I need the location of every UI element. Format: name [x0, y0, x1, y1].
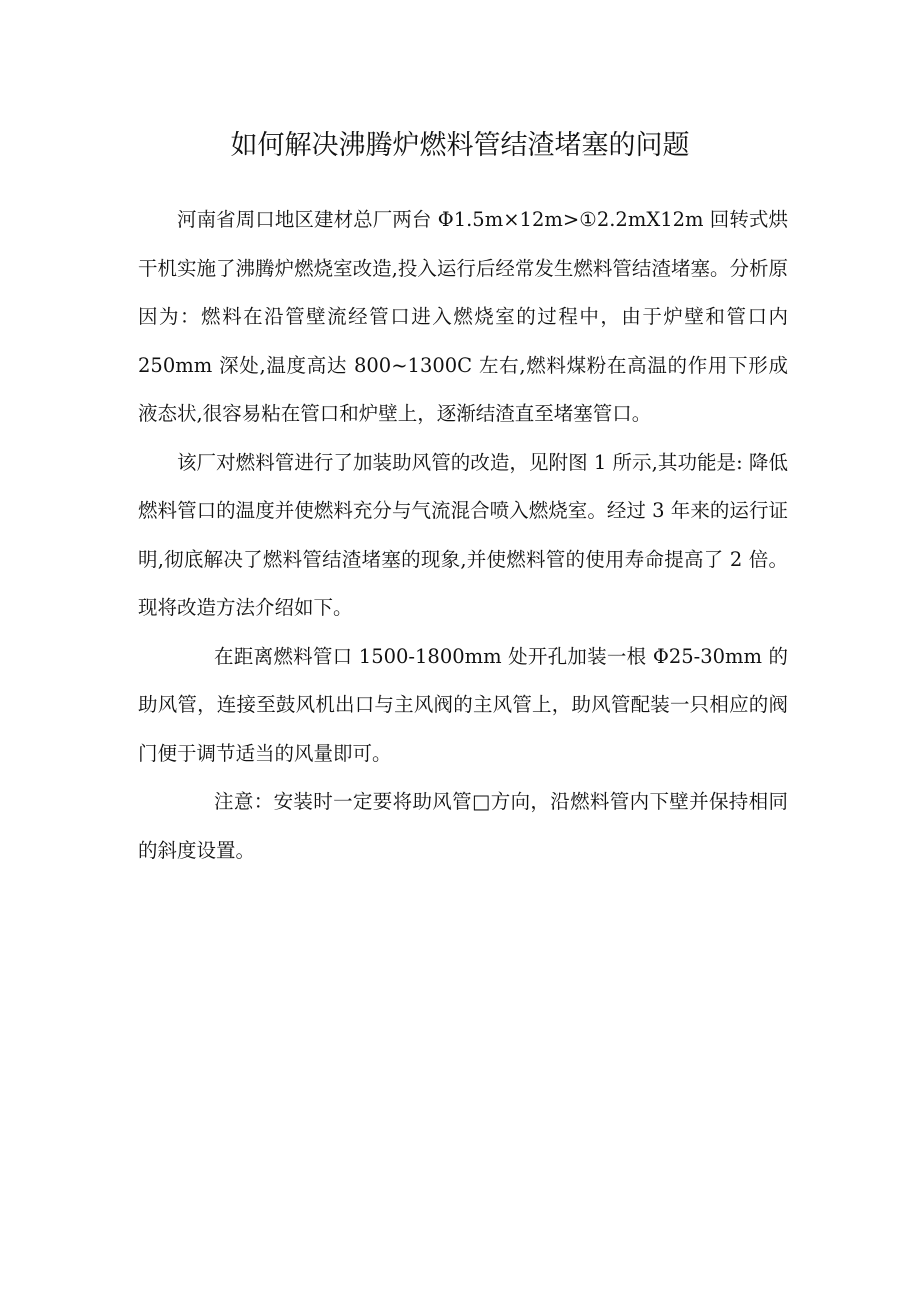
- document-body: [138, 196, 788, 875]
- paragraph-installation-note: 注意：安装时一定要将助风管□方向，沿燃料管内下壁并保持相同的斜度设置。: [138, 790, 788, 862]
- paragraph-retrofit-method: 在距离燃料管口 1500-1800mm 处开孔加装一根 Φ25-30mm 的助风管，连接至鼓风机出口与主风阀的主风管上，助风管配装一只相应的阀门便于调节适当的风量即可。: [138, 644, 788, 765]
- document-title: 如何解决沸腾炉燃料管结渣堵塞的问题: [230, 130, 690, 161]
- paragraph-retrofit-summary: 该厂对燃料管进行了加装助风管的改造，见附图 1 所示,其功能是: 降低燃料管口的温度并使燃料充分与气流混合喷入燃烧室。经过 3 年来的运行证明,彻底解决了燃料管结渣堵塞的现象,并使燃料管的使用寿命提高了 2 倍。现将改造方法介绍如下。: [138, 450, 788, 619]
- paragraph-cause-analysis: 河南省周口地区建材总厂两台 Φ1.5m×12m>①2.2mX12m 回转式烘干机实施了沸腾炉燃烧室改造,投入运行后经常发生燃料管结渣堵塞。分析原因为：燃料在沿管壁流经管口进入燃烧室的过程中，由于炉壁和管口内250mm 深处,温度高达 800~1300C 左右,燃料煤粉在高温的作用下形成液态状,很容易粘在管口和炉壁上，逐渐结渣直至堵塞管口。: [138, 208, 788, 425]
